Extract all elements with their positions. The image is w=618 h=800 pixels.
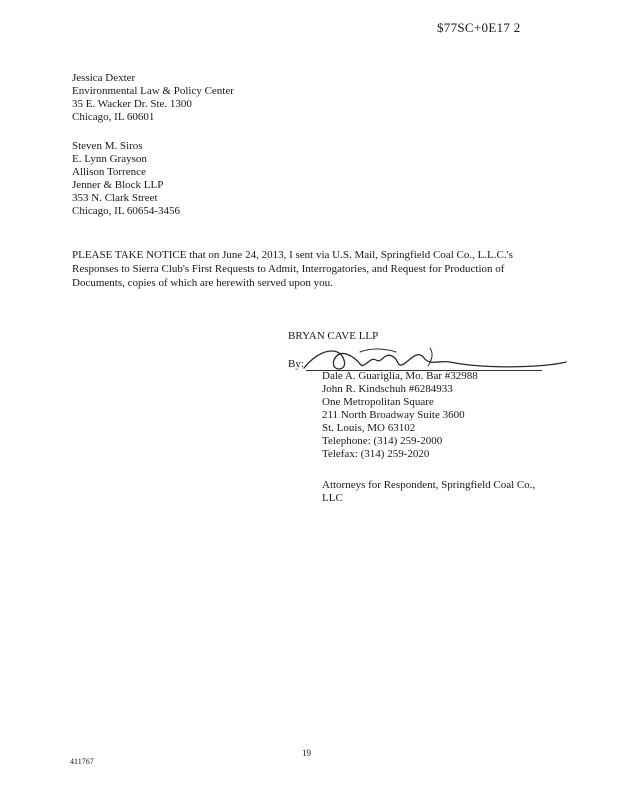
attorney-block: [322, 370, 478, 461]
recipient-line: Jessica Dexter: [72, 72, 136, 84]
attorney-line: St. Louis, MO 63102: [322, 422, 416, 434]
attorney-line: One Metropolitan Square: [322, 396, 434, 408]
recipient-block-elpc: [72, 72, 234, 124]
attorneys-for: Attorneys for Respondent, Springfield Coal Co., LLC: [322, 479, 536, 504]
recipient-line: Chicago, IL 60654-3456: [72, 205, 181, 217]
header-stamp: $77SC+0E17 2: [437, 20, 521, 35]
attorney-line: John R. Kindschuh #6284933: [322, 383, 453, 395]
page-number: 19: [302, 748, 311, 758]
notice-paragraph: PLEASE TAKE NOTICE that on June 24, 2013, I sent via U.S. Mail, Springfield Coal Co., L.L.C.'s Responses to Sierra Club's First Requests to Admit, Interrogatories, and Request for Production of Documents, copies of which are herewith served upon you.: [72, 249, 513, 289]
recipient-line: Environmental Law & Policy Center: [72, 85, 234, 97]
recipient-line: E. Lynn Grayson: [72, 153, 147, 165]
recipient-line: Allison Torrence: [72, 166, 146, 178]
recipient-line: 353 N. Clark Street: [72, 192, 158, 204]
recipient-line: 35 E. Wacker Dr. Ste. 1300: [72, 98, 192, 110]
firm-name: BRYAN CAVE LLP: [288, 330, 379, 342]
recipient-block-jenner: [72, 140, 180, 218]
document-id: 411767: [70, 757, 94, 766]
recipient-line: Jenner & Block LLP: [72, 179, 164, 191]
by-label: By:: [288, 358, 304, 370]
recipient-line: Steven M. Siros: [72, 140, 143, 152]
recipient-line: Chicago, IL 60601: [72, 111, 155, 123]
attorney-line: 211 North Broadway Suite 3600: [322, 409, 465, 421]
attorney-line: Telephone: (314) 259-2000: [322, 435, 443, 447]
attorney-line: Telefax: (314) 259-2020: [322, 448, 430, 460]
attorney-line: Dale A. Guariglia, Mo. Bar #32988: [322, 370, 478, 382]
